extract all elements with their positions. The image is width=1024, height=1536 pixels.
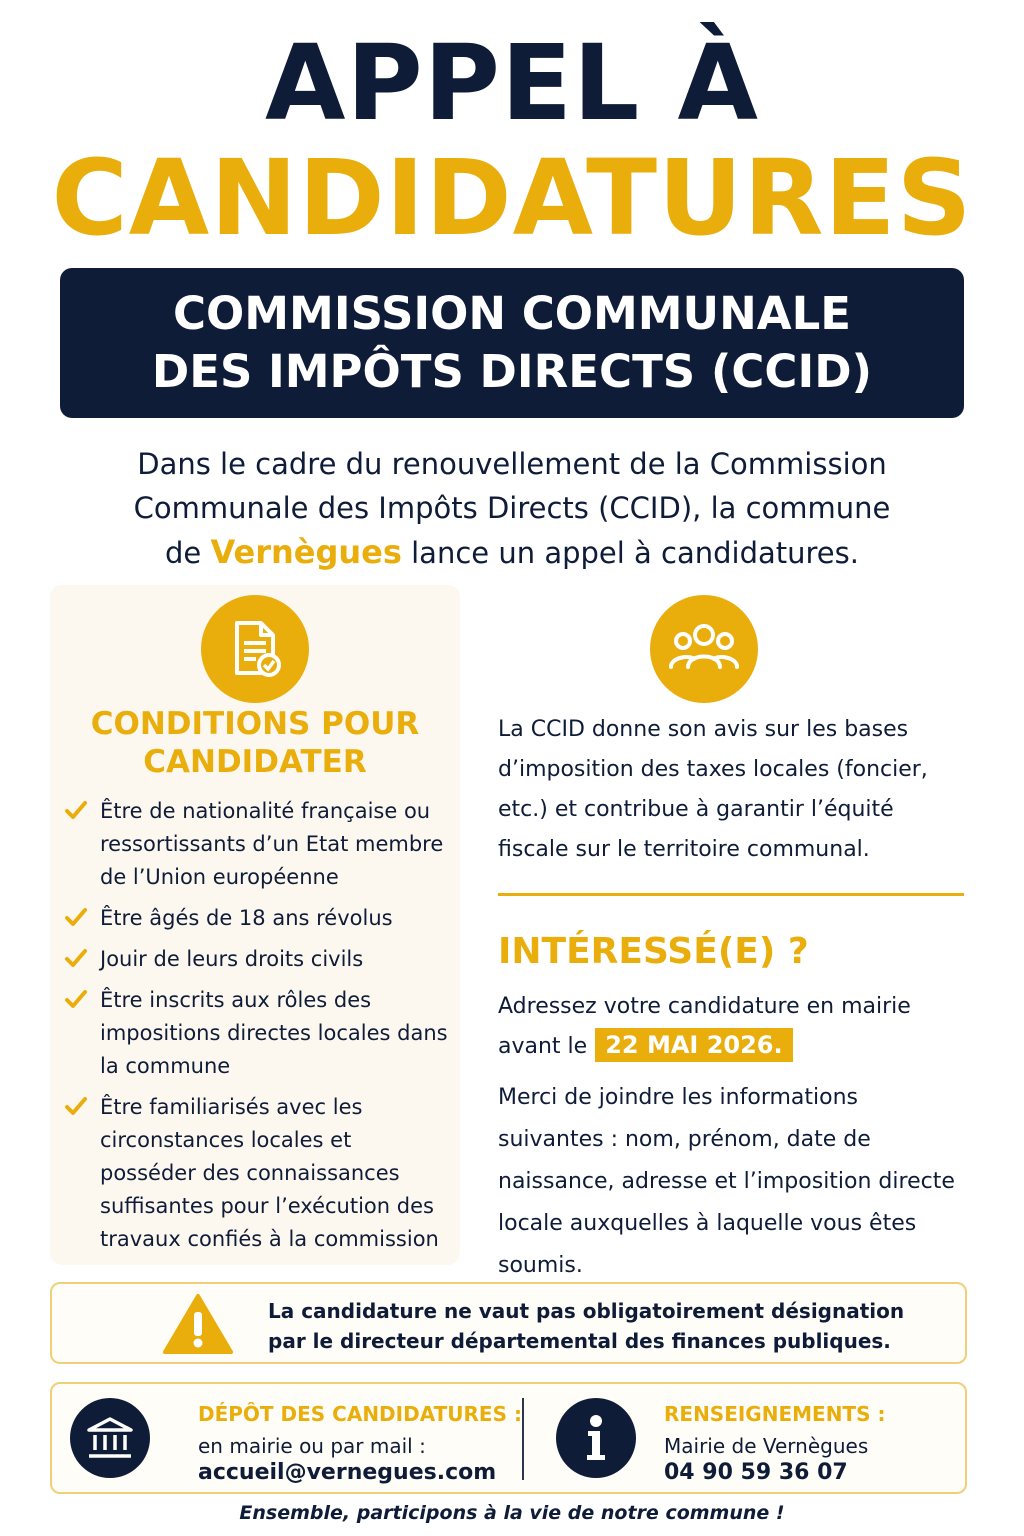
intro-line-1: Dans le cadre du renouvellement de la Commission [137,447,887,481]
people-group-icon [650,595,758,703]
intro-line-3 [60,530,964,575]
notice-line-1: La candidature ne vaut pas obligatoirement désignation [268,1299,905,1323]
condition-text: Jouir de leurs droits civils [100,947,364,971]
condition-text: Être de nationalité française ou ressortissants d’un Etat membre de l’Union européenne [100,799,444,889]
info-label: RENSEIGNEMENTS : [664,1402,886,1426]
conditions-list [64,795,449,1264]
check-icon [64,905,88,929]
banner-line-2: DES IMPÔTS DIRECTS (CCID) [151,345,873,398]
warning-icon [162,1292,234,1356]
banner-line-1: COMMISSION COMMUNALE [173,287,851,340]
condition-text: Être âgés de 18 ans révolus [100,906,393,930]
condition-text: Être familiarisés avec les circonstances locales et posséder des connaissances suffisantes pour l’exécution des travaux confiés à la commission [100,1095,439,1251]
intro-paragraph [60,442,964,575]
title-line-2: CANDIDATURES [51,137,973,259]
notice-text [268,1296,904,1356]
interested-title: INTÉRESSÉ(E) ? [498,931,809,972]
list-item [64,1091,449,1256]
email-link[interactable]: accueil@vernegues.com [198,1460,497,1485]
intro-suffix: lance un appel à candidatures. [401,536,859,570]
notice-line-2: par le directeur départemental des finances publiques. [268,1329,891,1353]
deadline-badge: 22 MAI 2026. [595,1028,792,1062]
intro-line-2: Communale des Impôts Directs (CCID), la commune [133,491,891,525]
ccid-role-text: La CCID donne son avis sur les bases d’imposition des taxes locales (foncier, etc.) et contribue à garantir l’équité fiscale sur le territoire communal. [498,717,928,862]
title-line-1: APPEL À [265,22,759,144]
town-name: Vernègues [210,533,402,571]
conditions-title-line-1: CONDITIONS POUR [90,706,420,742]
check-icon [64,798,88,822]
contact-box [50,1382,967,1494]
conditions-title-line-2: CANDIDATER [143,744,367,780]
town-hall-icon [70,1398,150,1478]
conditions-title [50,705,460,781]
deadline-text: Adressez votre candidature en mairie avant le [498,994,911,1059]
deposit-line: en mairie ou par mail : [198,1434,426,1458]
phone-number[interactable]: 04 90 59 36 07 [664,1460,848,1485]
list-item [64,902,449,935]
list-item [64,984,449,1083]
check-icon [64,946,88,970]
footer-slogan: Ensemble, participons à la vie de notre commune ! [239,1502,785,1524]
conditions-panel [50,585,460,1265]
required-info-text: Merci de joindre les informations suivantes : nom, prénom, date de naissance, adresse et l’imposition directe locale auxquelles à laquelle vous êtes soumis. [498,1085,955,1278]
list-item [64,795,449,894]
separator [522,1398,524,1480]
notice-box [50,1282,967,1364]
deposit-label: DÉPÔT DES CANDIDATURES : [198,1402,522,1426]
intro-prefix: de [165,536,211,570]
list-item [64,943,449,976]
info-line: Mairie de Vernègues [664,1434,869,1458]
info-icon [556,1398,636,1478]
check-icon [64,987,88,1011]
divider [498,893,964,896]
document-check-icon [201,595,309,703]
commission-banner [60,268,964,418]
condition-text: Être inscrits aux rôles des impositions directes locales dans la commune [100,988,448,1078]
deadline-paragraph [498,987,966,1067]
check-icon [64,1094,88,1118]
